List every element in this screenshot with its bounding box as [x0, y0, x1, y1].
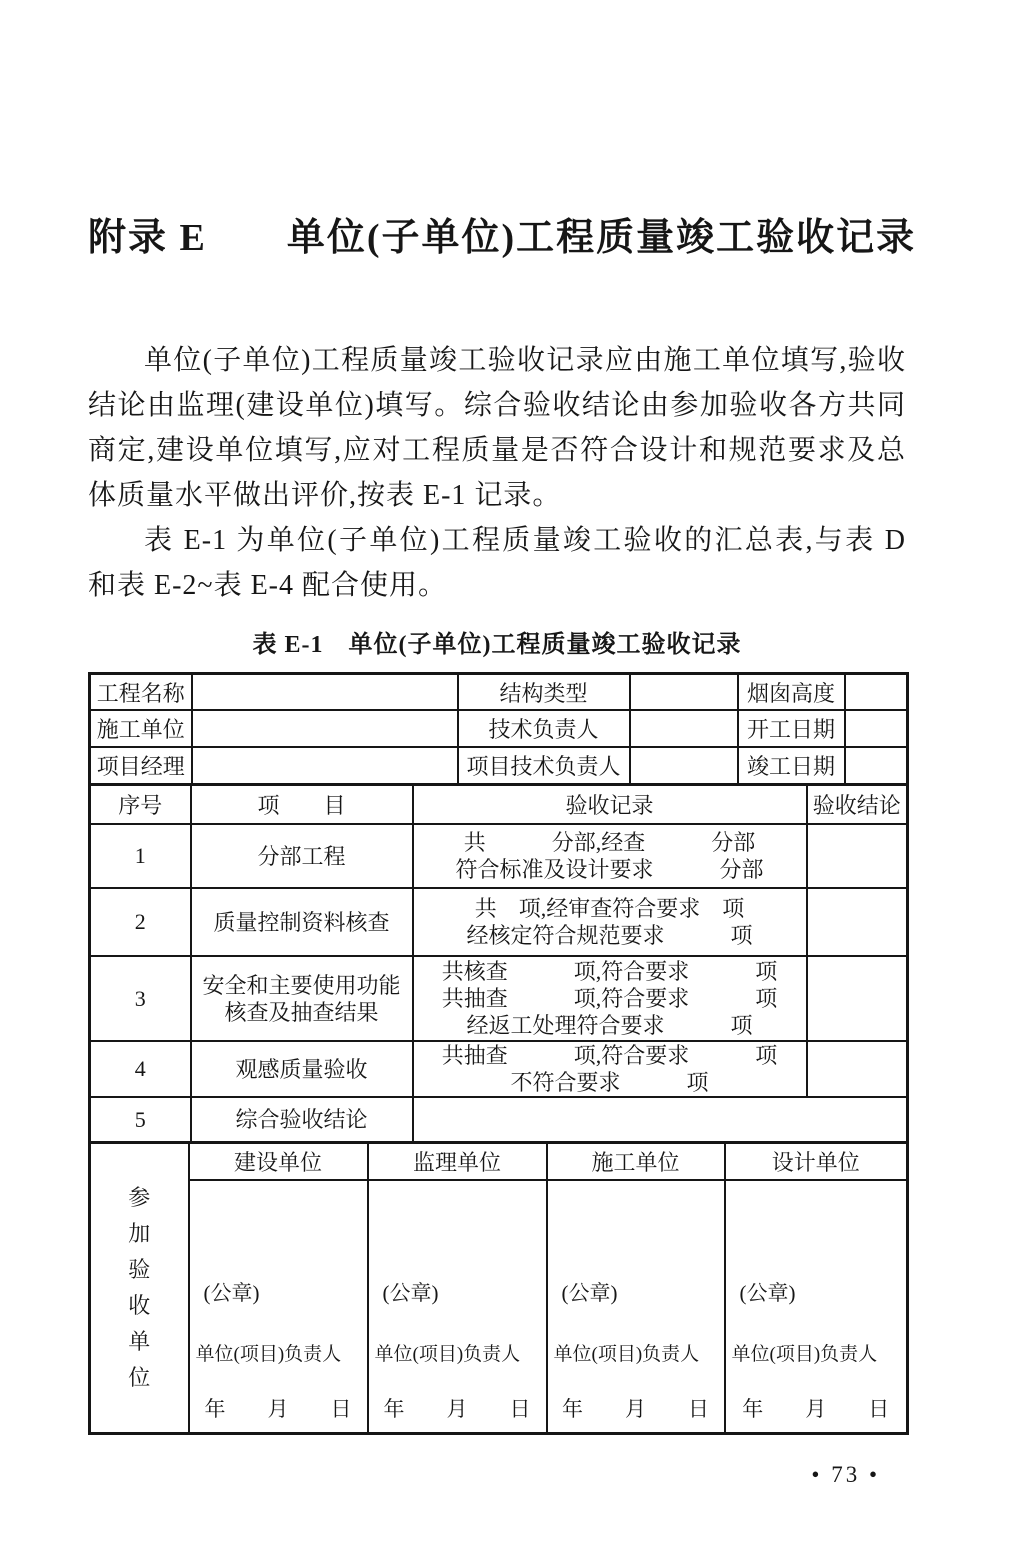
label-technical-director: 技术负责人	[458, 710, 630, 747]
form-table-e1	[88, 672, 906, 1436]
body-text-block	[88, 338, 906, 608]
page-content	[88, 0, 917, 1488]
table-caption: 表 E-1 单位(子单位)工程质量竣工验收记录	[252, 631, 742, 658]
value-project-tech-director	[630, 747, 738, 784]
checklist-row-3	[90, 956, 908, 1041]
checklist-header-row	[90, 784, 908, 824]
checklist-row-1	[90, 824, 908, 888]
label-completion-date: 竣工日期	[738, 747, 845, 784]
participants-row-label: 参加验收单位	[90, 1142, 189, 1434]
official-seal-placeholder: (公章)	[203, 1281, 260, 1306]
signature-cell-construction	[547, 1180, 725, 1434]
official-seal-placeholder: (公章)	[739, 1281, 796, 1306]
seq-no: 1	[90, 824, 191, 888]
record-comprehensive-conclusion	[413, 1097, 908, 1142]
value-chimney-height	[845, 673, 908, 710]
value-completion-date	[845, 747, 908, 784]
label-project-name: 工程名称	[90, 673, 192, 710]
header-client-unit: 建设单位	[189, 1142, 368, 1180]
checklist-table	[88, 783, 909, 1144]
checklist-row-4	[90, 1041, 908, 1097]
header-seq-no: 序号	[90, 784, 191, 824]
label-construction-unit: 施工单位	[90, 710, 192, 747]
label-project-manager: 项目经理	[90, 747, 192, 784]
date-line: 年 月 日	[383, 1397, 531, 1422]
appendix-title: 附录 E 单位(子单位)工程质量竣工验收记录	[88, 217, 917, 259]
value-structure-type	[630, 673, 738, 710]
header-acceptance-record: 验收记录	[413, 784, 807, 824]
date-line: 年 月 日	[562, 1397, 709, 1422]
signature-cell-supervision	[368, 1180, 547, 1434]
conclusion-safety-function-check	[807, 956, 908, 1041]
unit-project-leader-label: 单位(项目)负责人	[195, 1344, 342, 1366]
header-acceptance-conclusion: 验收结论	[807, 784, 908, 824]
header-supervision-unit: 监理单位	[368, 1142, 547, 1180]
conclusion-subdivision-works	[807, 824, 908, 888]
checklist-row-2	[90, 888, 908, 956]
label-start-date: 开工日期	[738, 710, 845, 747]
record-appearance-quality: 共抽查 项,符合要求 项 不符合要求 项	[413, 1041, 807, 1097]
unit-project-leader-label: 单位(项目)负责人	[374, 1344, 521, 1366]
paragraph-2: 表 E-1 为单位(子单位)工程质量竣工验收的汇总表,与表 D 和表 E-2~表 E-4 配合使用。	[88, 524, 906, 601]
participants-signature-row	[90, 1180, 908, 1434]
info-row-3	[90, 747, 908, 784]
header-design-unit: 设计单位	[725, 1142, 908, 1180]
value-construction-unit	[192, 710, 458, 747]
label-chimney-height: 烟囱高度	[738, 673, 845, 710]
label-structure-type: 结构类型	[458, 673, 630, 710]
value-start-date	[845, 710, 908, 747]
checklist-row-5	[90, 1097, 908, 1142]
seq-no: 3	[90, 956, 191, 1041]
header-item: 项 目	[191, 784, 413, 824]
participants-table	[88, 1141, 909, 1436]
item-subdivision-works: 分部工程	[191, 824, 413, 888]
conclusion-quality-control-docs	[807, 888, 908, 956]
value-project-name	[192, 673, 458, 710]
seq-no: 2	[90, 888, 191, 956]
date-line: 年 月 日	[204, 1397, 352, 1422]
info-table	[88, 672, 909, 786]
label-project-tech-director: 项目技术负责人	[458, 747, 630, 784]
date-line: 年 月 日	[742, 1397, 890, 1422]
item-safety-function-check: 安全和主要使用功能 核查及抽查结果	[191, 956, 413, 1041]
value-technical-director	[630, 710, 738, 747]
participants-header-row	[90, 1142, 908, 1180]
value-project-manager	[192, 747, 458, 784]
conclusion-appearance-quality	[807, 1041, 908, 1097]
item-comprehensive-conclusion: 综合验收结论	[191, 1097, 413, 1142]
official-seal-placeholder: (公章)	[561, 1281, 618, 1306]
record-safety-function-check: 共核查 项,符合要求 项 共抽查 项,符合要求 项 经返工处理符合要求 项	[413, 956, 807, 1041]
info-row-1	[90, 673, 908, 710]
official-seal-placeholder: (公章)	[382, 1281, 439, 1306]
record-subdivision-works: 共 分部,经查 分部 符合标准及设计要求 分部	[413, 824, 807, 888]
seq-no: 5	[90, 1097, 191, 1142]
record-quality-control-docs: 共 项,经审查符合要求 项 经核定符合规范要求 项	[413, 888, 807, 956]
unit-project-leader-label: 单位(项目)负责人	[553, 1344, 700, 1366]
info-row-2	[90, 710, 908, 747]
seq-no: 4	[90, 1041, 191, 1097]
item-appearance-quality: 观感质量验收	[191, 1041, 413, 1097]
signature-cell-design	[725, 1180, 908, 1434]
header-construction-unit: 施工单位	[547, 1142, 725, 1180]
paragraph-1: 单位(子单位)工程质量竣工验收记录应由施工单位填写,验收结论由监理(建设单位)填写。综合验收结论由参加验收各方共同商定,建设单位填写,应对工程质量是否符合设计和规范要求及总体质量水平做出评价,按表 E-1 记录。	[88, 344, 906, 511]
item-quality-control-docs: 质量控制资料核查	[191, 888, 413, 956]
unit-project-leader-label: 单位(项目)负责人	[731, 1344, 878, 1366]
signature-cell-client	[189, 1180, 368, 1434]
page-number: • 73 •	[811, 1462, 880, 1488]
